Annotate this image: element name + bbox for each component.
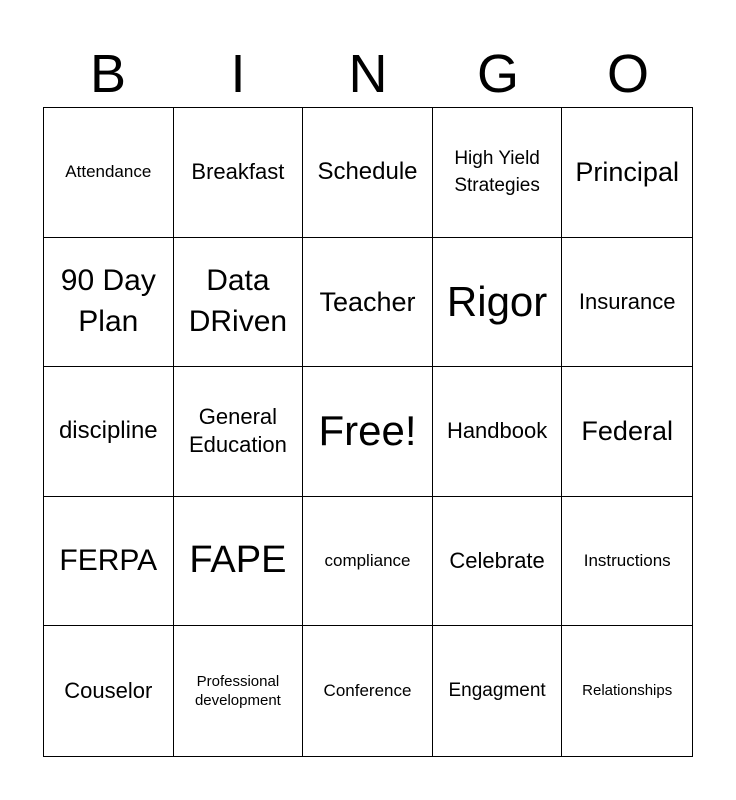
bingo-cell[interactable] [44, 367, 174, 497]
header-letter-b: B [89, 44, 127, 104]
bingo-board [43, 107, 693, 757]
bingo-cell[interactable] [44, 108, 174, 238]
cell-text: Schedule [317, 157, 418, 185]
bingo-cell[interactable] [174, 367, 304, 497]
cell-text: Teacher [319, 286, 416, 317]
bingo-header [43, 40, 693, 108]
bingo-cell[interactable] [562, 367, 692, 497]
bingo-cell[interactable] [303, 108, 433, 238]
bingo-cell[interactable] [433, 367, 563, 497]
bingo-cell[interactable] [433, 108, 563, 238]
cell-text: Principal [575, 157, 679, 188]
bingo-cell[interactable] [562, 238, 692, 368]
cell-text: Instructions [583, 550, 671, 570]
cell-text: Federal [581, 416, 673, 447]
cell-text: discipline [58, 417, 158, 445]
bingo-cell[interactable] [433, 497, 563, 627]
bingo-cell[interactable] [174, 497, 304, 627]
cell-text: Attendance [65, 162, 152, 182]
cell-text: Couselor [64, 678, 153, 704]
cell-text: Professional development [194, 672, 281, 710]
bingo-cell[interactable] [44, 238, 174, 368]
bingo-cell[interactable] [303, 497, 433, 627]
cell-text: Rigor [446, 277, 548, 325]
bingo-cell[interactable] [433, 238, 563, 368]
bingo-cell[interactable] [303, 626, 433, 756]
bingo-cell[interactable] [562, 626, 692, 756]
bingo-cell[interactable] [44, 497, 174, 627]
cell-text: compliance [324, 550, 411, 570]
bingo-cell[interactable] [174, 238, 304, 368]
cell-text: FAPE [189, 539, 287, 582]
cell-text: Celebrate [449, 547, 545, 573]
cell-text: Conference [323, 681, 412, 700]
header-letter-o: O [606, 44, 649, 104]
free-space-text: Free! [318, 407, 417, 455]
bingo-cell[interactable] [174, 108, 304, 238]
header-letter-i: I [230, 44, 246, 104]
cell-text: Breakfast [191, 159, 285, 185]
cell-text: Data DRiven [188, 264, 288, 338]
cell-text: Relationships [582, 682, 673, 700]
bingo-cell[interactable] [44, 626, 174, 756]
cell-text: 90 Day Plan [60, 264, 156, 338]
bingo-cell[interactable] [562, 108, 692, 238]
cell-text: Engagment [448, 679, 546, 701]
cell-text: Insurance [578, 288, 676, 314]
header-letter-n: N [348, 44, 388, 104]
cell-text: Handbook [446, 418, 548, 444]
cell-text: General Education [188, 403, 287, 458]
header-letter-g: G [476, 44, 519, 104]
cell-text: FERPA [59, 544, 158, 578]
bingo-cell[interactable] [562, 497, 692, 627]
bingo-cell[interactable] [174, 626, 304, 756]
free-space-cell[interactable] [303, 367, 433, 497]
cell-text: High Yield Strategies [454, 147, 540, 197]
bingo-cell[interactable] [303, 238, 433, 368]
bingo-cell[interactable] [433, 626, 563, 756]
